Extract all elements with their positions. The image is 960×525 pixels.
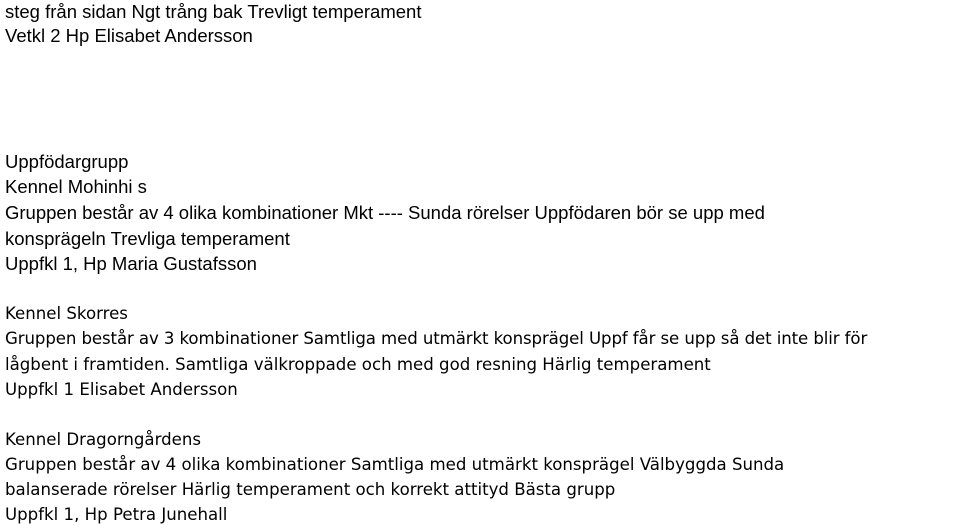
intro-line-1: steg från sidan Ngt trång bak Trevligt temperament	[5, 1, 422, 22]
kennel-dragorngardens-text-1: Gruppen består av 4 olika kombinationer Samtliga med utmärkt konsprägel Välbyggda Sunda	[5, 455, 785, 474]
kennel-skorres-text-1: Gruppen består av 3 kombinationer Samtliga med utmärkt konsprägel Uppf får se upp så det inte blir för	[5, 329, 868, 348]
kennel-mohinhis-title: Kennel Mohinhi s	[5, 176, 147, 197]
intro-line-2: Vetkl 2 Hp Elisabet Andersson	[5, 25, 253, 46]
kennel-skorres-text-2: lågbent i framtiden. Samtliga välkroppade och med god resning Härlig temperament	[5, 355, 711, 374]
kennel-dragorngardens-text-2: balanserade rörelser Härlig temperament och korrekt attityd Bästa grupp	[5, 480, 616, 499]
kennel-mohinhis-result: Uppfkl 1, Hp Maria Gustafsson	[5, 253, 257, 274]
kennel-skorres-result: Uppfkl 1 Elisabet Andersson	[5, 380, 238, 399]
kennel-mohinhis-text-1: Gruppen består av 4 olika kombinationer Mkt ---- Sunda rörelser Uppfödaren bör se upp med	[5, 202, 765, 223]
kennel-mohinhis-text-2: konsprägeln Trevliga temperament	[5, 228, 290, 249]
kennel-dragorngardens-result: Uppfkl 1, Hp Petra Junehall	[5, 505, 228, 524]
kennel-dragorngardens-title: Kennel Dragorngårdens	[5, 430, 202, 449]
kennel-skorres-title: Kennel Skorres	[5, 304, 128, 323]
breeder-group-heading: Uppfödargrupp	[5, 151, 129, 172]
